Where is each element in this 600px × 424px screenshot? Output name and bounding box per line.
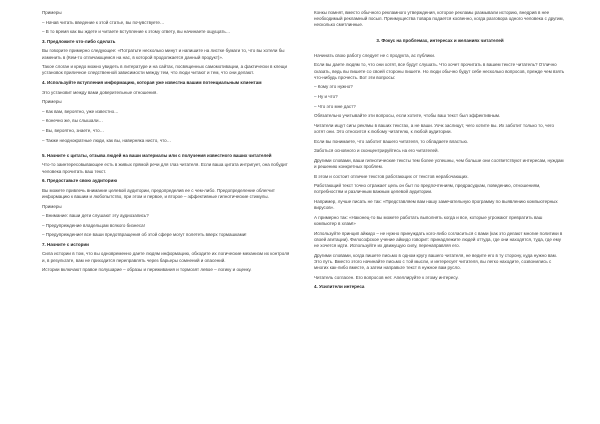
paragraph: Если вы понимаете, что заботит вашего читателя, то обладаете властью. [314,138,469,144]
paragraph: Что-то заинтересовывающее есть в живых прямой речи для глаз читателя. Если ваша цитата интригует, она побудит человека прочитать ваш текст. [42,162,288,174]
paragraph: – Также неоднократные люди, как вы, наверняка нисто, что… [42,137,172,143]
paragraph: Например, лучше писать не так: «Представляем вам нашу замечательную программу по выявлению компьютерных вирусов». [314,198,558,211]
paragraph: – В то время как вы ждете и читаете вступление к этому ответу, вы начинаете ощущать… [42,29,231,35]
section-heading: 4. Используйте вступления информацию, которая уже известна вашим потенциальным клиентам [42,79,262,85]
paragraph: Такое слоган и кредо можно увидеть в литературе и на сайтах, посвященных самомотивации, а фактически в клещи установок приличное следственной зависимости между тем, что люди читают и тем, что они делают. [42,64,288,76]
paragraph: Сила истории в том, что вы одновременно даете людям информацию, обходите их логические механизм их контроля и, в результате, вам не приходится переправлять через барьеры сомнений и опасений. [42,251,290,263]
paragraph: Заботься основного и сконцентрируйтесь на его читателей. [314,148,439,154]
paragraph: А примерно так: «Наконец-то вы можете работать выполнять когда и все, которые угрожают превратить ваш компьютер в хлам!» [314,214,543,226]
paragraph: Другими словами, ваши гипнотические тексты тем более успешны, чем больше они соответствуют интересам, нуждам и решению конкретных проблем. [314,157,564,169]
paragraph: Вы можете привлечь внимание целевой аудитории, предопределив ее с чем-либо. Предопределение облегчит информацию к вашим и любопытство, при этом и первое, и второе – эффективные гипнотические стимулы. [42,187,275,199]
section-heading: 3. Фокус на проблемах, интересах и желаниях читателей [376,37,504,43]
left-column [42,10,294,277]
paragraph: Обязательно учитывайте эти вопросы, если хотите, чтобы ваш текст был эффективным. [314,113,501,119]
paragraph: Конкы помнят, вместо обычного рекламного утверждения, которое рекламы размывали историю, внедрив в нее необходимый рекламный посыл. Преимущества товара подается косвенно, когда разговора одного человека с другим, несколько сметлинные. [314,10,564,28]
section-heading: 4. Усилители интереса [314,284,365,290]
paragraph: Читатель согласен. Его вопросов нет. Апеллируйте к этому интересу. [314,274,459,280]
paragraph: Читатели ищут сигы реклмы в ваших текстах, а не ваши. Уочк заслицут, чего хотите вы. Их заботит только то, чего хотят они. Это относится к любому читателю, к любой аудитории. [314,122,555,134]
section-heading: 3. Предложите что-либо сделать [42,38,116,44]
paragraph: – Ну и что? [314,94,338,99]
section-heading: 7. Начните с истории [42,241,89,247]
paragraph: – Как вам, вероятно, уже известно… [42,108,119,114]
paragraph: Примеры [42,99,62,105]
paragraph: Начинать свою работу следует не с продукта, ас публики. [314,52,436,58]
section-heading: 6. Предоставьте свою аудиторию [42,178,118,184]
paragraph: В этом и состоит отличие текстов работающих от текстов нерабочающих. [314,173,469,179]
paragraph: – Предупреждение! все ваши предотвращения об этой сфере могут полететь вверх тормашками! [42,232,247,238]
paragraph: – Начав читать введение к этой статье, вы почувствуете… [42,19,165,25]
paragraph: Используйте принцип айкидо – не нужно принуждать кого-либо согласиться с вами (как это делают многие политики в своей агитации). Философское учение айкидо говорит: принадлежите людей оттуда, где они находятся, туда, где ему не хочется идти. Используйте их движущую силу, перенаправляя его. [314,230,563,248]
paragraph: Примеры [42,203,62,209]
paragraph: – Конечно же, вы слышали… [42,118,104,124]
paragraph: Примеры [42,10,62,15]
paragraph: Вы говорите примерно следующее: «Потратьте несколько минут и напишите на листке бумаги то, что вы хотели бы изменить в (Кем-то отличающемся на нас, в которой продолжается данный продукт)». [42,48,285,60]
section-heading: 5. Начните с цитаты, отзыва людей на ваши материалы или с получения известного ваших читателей [42,152,272,158]
paragraph: Работающий текст точно отражает цель он быт по предпочтениям, предрасудкам, поведению, отношениям, потребностям и различным важным целевой аудитории. [314,183,541,195]
paragraph: – Предупреждение владельцам всякого бизнеса! [42,222,145,228]
paragraph: – Что это мне даст? [314,103,356,109]
paragraph: Если вы даете людям то, что они хотят, все будут слушать. Что хочет прочитать в вашем тексте читатель? Отлично сказать, ведь вы пишете со своей стороны пишете. Но люди обычно будут себе несколько вопросов, прежде чем взять что-нибудь прочесть. Вот эти вопросы: [314,62,565,80]
paragraph: – Вы, вероятно, знаете, что… [42,127,105,133]
paragraph: – Внимание: ваши дети слушают эту аудиозапись? [42,213,149,219]
paragraph: Это установит между вами доверительные отношения. [42,89,158,95]
paragraph: Другими словами, когда пишете письмо в одном кругу вашего читателя, не ведите его в ту сторону, куда нужно вам. Это путь. Вместо этого начинайте письмо с той мысли, и интересует читателя, вы легко находите, созвонились с многих как-либо вместе, а затем направьте текст в нужное вам русло. [314,252,558,270]
paragraph: – Кому это нужно? [314,84,353,90]
paragraph: Истории включают правое полушарие – образы и переживания и тормозят левое – логику и оценку. [42,267,252,273]
right-column [314,10,566,294]
